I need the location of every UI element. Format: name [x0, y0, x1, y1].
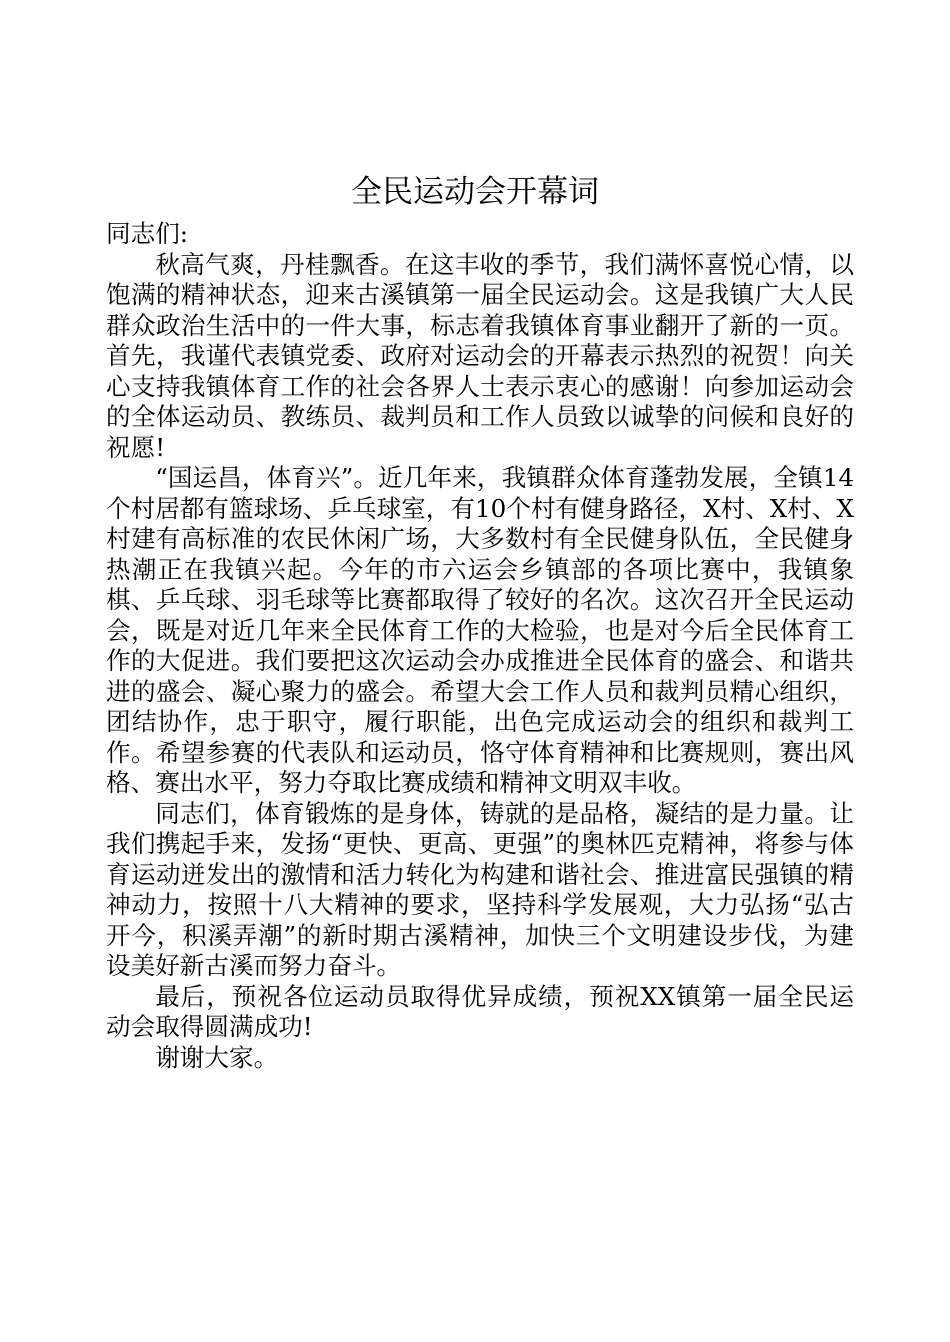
paragraph-call-to-action: 同志们，体育锻炼的是身体，铸就的是品格，凝结的是力量。让我们携起手来，发扬“更快、更高、更强”的奥林匹克精神，将参与体育运动迸发出的激情和活力转化为构建和谐社会、推进富民强镇的精神动力，按照十八大精神的要求，坚持科学发展观，大力弘扬“弘古开今，积溪弄潮”的新时期古溪精神，加快三个文明建设步伐，为建设美好新古溪而努力奋斗。 [106, 798, 854, 980]
document-body [106, 219, 854, 1073]
paragraph-closing-wishes: 最后，预祝各位运动员取得优异成绩，预祝XX镇第一届全民运动会取得圆满成功! [106, 981, 854, 1041]
paragraph-thanks: 谢谢大家。 [155, 1042, 279, 1072]
paragraph-opening: 秋高气爽，丹桂飘香。在这丰收的季节，我们满怀喜悦心情，以饱满的精神状态，迎来古溪镇第一届全民运动会。这是我镇广大人民群众政治生活中的一件大事，标志着我镇体育事业翻开了新的一页。首先，我谨代表镇党委、政府对运动会的开幕表示热烈的祝贺！向关心支持我镇体育工作的社会各界人士表示衷心的感谢！向参加运动会的全体运动员、教练员、裁判员和工作人员致以诚挚的问候和良好的祝愿! [106, 249, 854, 462]
paragraph-achievements: “国运昌，体育兴”。近几年来，我镇群众体育蓬勃发展，全镇14个村居都有篮球场、乒乓球室，有10个村有健身路径，X村、X村、X村建有高标准的农民休闲广场，大多数村有全民健身队伍，全民健身热潮正在我镇兴起。今年的市六运会乡镇部的各项比赛中，我镇象棋、乒乓球、羽毛球等比赛都取得了较好的名次。这次召开全民运动会，既是对近几年来全民体育工作的大检验，也是对今后全民体育工作的大促进。我们要把这次运动会办成推进全民体育的盛会、和谐共进的盛会、凝心聚力的盛会。希望大会工作人员和裁判员精心组织，团结协作，忠于职守，履行职能，出色完成运动会的组织和裁判工作。希望参赛的代表队和运动员，恪守体育精神和比赛规则，赛出风格、赛出水平，努力夺取比赛成绩和精神文明双丰收。 [106, 463, 854, 797]
document-title: 全民运动会开幕词 [351, 174, 599, 210]
salutation: 同志们: [106, 219, 189, 248]
